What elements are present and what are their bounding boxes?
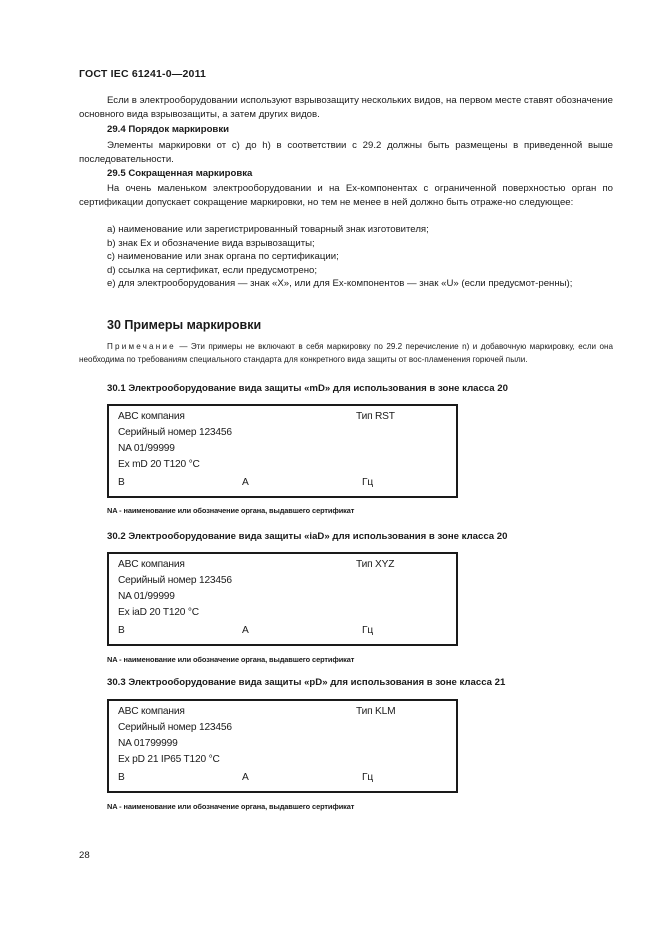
- section-30-title: 30 Примеры маркировки: [107, 318, 262, 332]
- note-label: Примечание: [107, 342, 176, 351]
- plate-company: ABC компания: [118, 559, 185, 570]
- section-29-4-text: Элементы маркировки от с) до h) в соответствии с 29.2 должны быть размещены в приведенной выше последовательности.: [79, 140, 613, 165]
- plate-caption: NA - наименование или обозначение органа, выдавшего сертификат: [107, 802, 355, 811]
- plate-hz: Гц: [362, 625, 373, 636]
- plate-ex: Ex mD 20 T120 °C: [118, 459, 200, 470]
- plate-ex: Ex pD 21 IP65 T120 °C: [118, 754, 220, 765]
- plate-amp: A: [242, 772, 249, 783]
- list-item: a) наименование или зарегистрированный товарный знак изготовителя;: [107, 224, 429, 235]
- marking-plate: [107, 699, 458, 793]
- plate-company: ABC компания: [118, 411, 185, 422]
- plate-serial: Серийный номер 123456: [118, 722, 232, 733]
- plate-type: Тип KLM: [356, 706, 396, 717]
- plate-volt: B: [118, 477, 125, 488]
- section-29-5-text: На очень маленьком электрооборудовании и на Ex-компонентах с ограниченной поверхностью орган по сертификации допускает сокращение маркировки, но тем не менее в ней должно быть отраже-но следующее:: [79, 183, 613, 208]
- plate-volt: B: [118, 772, 125, 783]
- plate-serial: Серийный номер 123456: [118, 427, 232, 438]
- marking-plate: [107, 404, 458, 498]
- example-heading: 30.2 Электрооборудование вида защиты «iaD» для использования в зоне класса 20: [107, 531, 508, 542]
- list-item: d) ссылка на сертификат, если предусмотрено;: [107, 265, 318, 276]
- list-item: b) знак Ex и обозначение вида взрывозащиты;: [107, 238, 315, 249]
- page-number: 28: [79, 850, 90, 861]
- list-item: c) наименование или знак органа по сертификации;: [107, 251, 339, 262]
- plate-volt: B: [118, 625, 125, 636]
- plate-cert: NA 01799999: [118, 738, 178, 749]
- plate-caption: NA - наименование или обозначение органа, выдавшего сертификат: [107, 655, 355, 664]
- plate-hz: Гц: [362, 477, 373, 488]
- section-29-4-title: 29.4 Порядок маркировки: [107, 124, 230, 135]
- list-item: e) для электрооборудования — знак «X», или для Ex-компонентов — знак «U» (если предусмот-ренны);: [107, 278, 573, 289]
- note-paragraph: [79, 341, 613, 366]
- section-29-5-title: 29.5 Сокращенная маркировка: [107, 168, 253, 179]
- marking-plate: [107, 552, 458, 646]
- plate-caption: NA - наименование или обозначение органа, выдавшего сертификат: [107, 506, 355, 515]
- plate-serial: Серийный номер 123456: [118, 575, 232, 586]
- note-text: — Эти примеры не включают в себя маркировку по 29.2 перечисление n) и добавочную маркировку, если она необходима по требованиям специального стандарта для конкретного вида защиты от вос-пламенения горючей пыли.: [79, 342, 613, 364]
- example-heading: 30.3 Электрооборудование вида защиты «pD» для использования в зоне класса 21: [107, 677, 506, 688]
- plate-amp: A: [242, 625, 249, 636]
- plate-hz: Гц: [362, 772, 373, 783]
- plate-amp: A: [242, 477, 249, 488]
- plate-ex: Ex iaD 20 T120 °C: [118, 607, 199, 618]
- example-heading: 30.1 Электрооборудование вида защиты «mD» для использования в зоне класса 20: [107, 383, 508, 394]
- plate-company: ABC компания: [118, 706, 185, 717]
- document-header: ГОСТ IEC 61241-0—2011: [79, 68, 207, 80]
- plate-cert: NA 01/99999: [118, 443, 175, 454]
- plate-cert: NA 01/99999: [118, 591, 175, 602]
- intro-paragraph: Если в электрооборудовании используют взрывозащиту нескольких видов, на первом месте ставят обозначение основного вида взрывозащиты, а затем других видов.: [79, 95, 613, 120]
- plate-type: Тип RST: [356, 411, 395, 422]
- plate-type: Тип XYZ: [356, 559, 395, 570]
